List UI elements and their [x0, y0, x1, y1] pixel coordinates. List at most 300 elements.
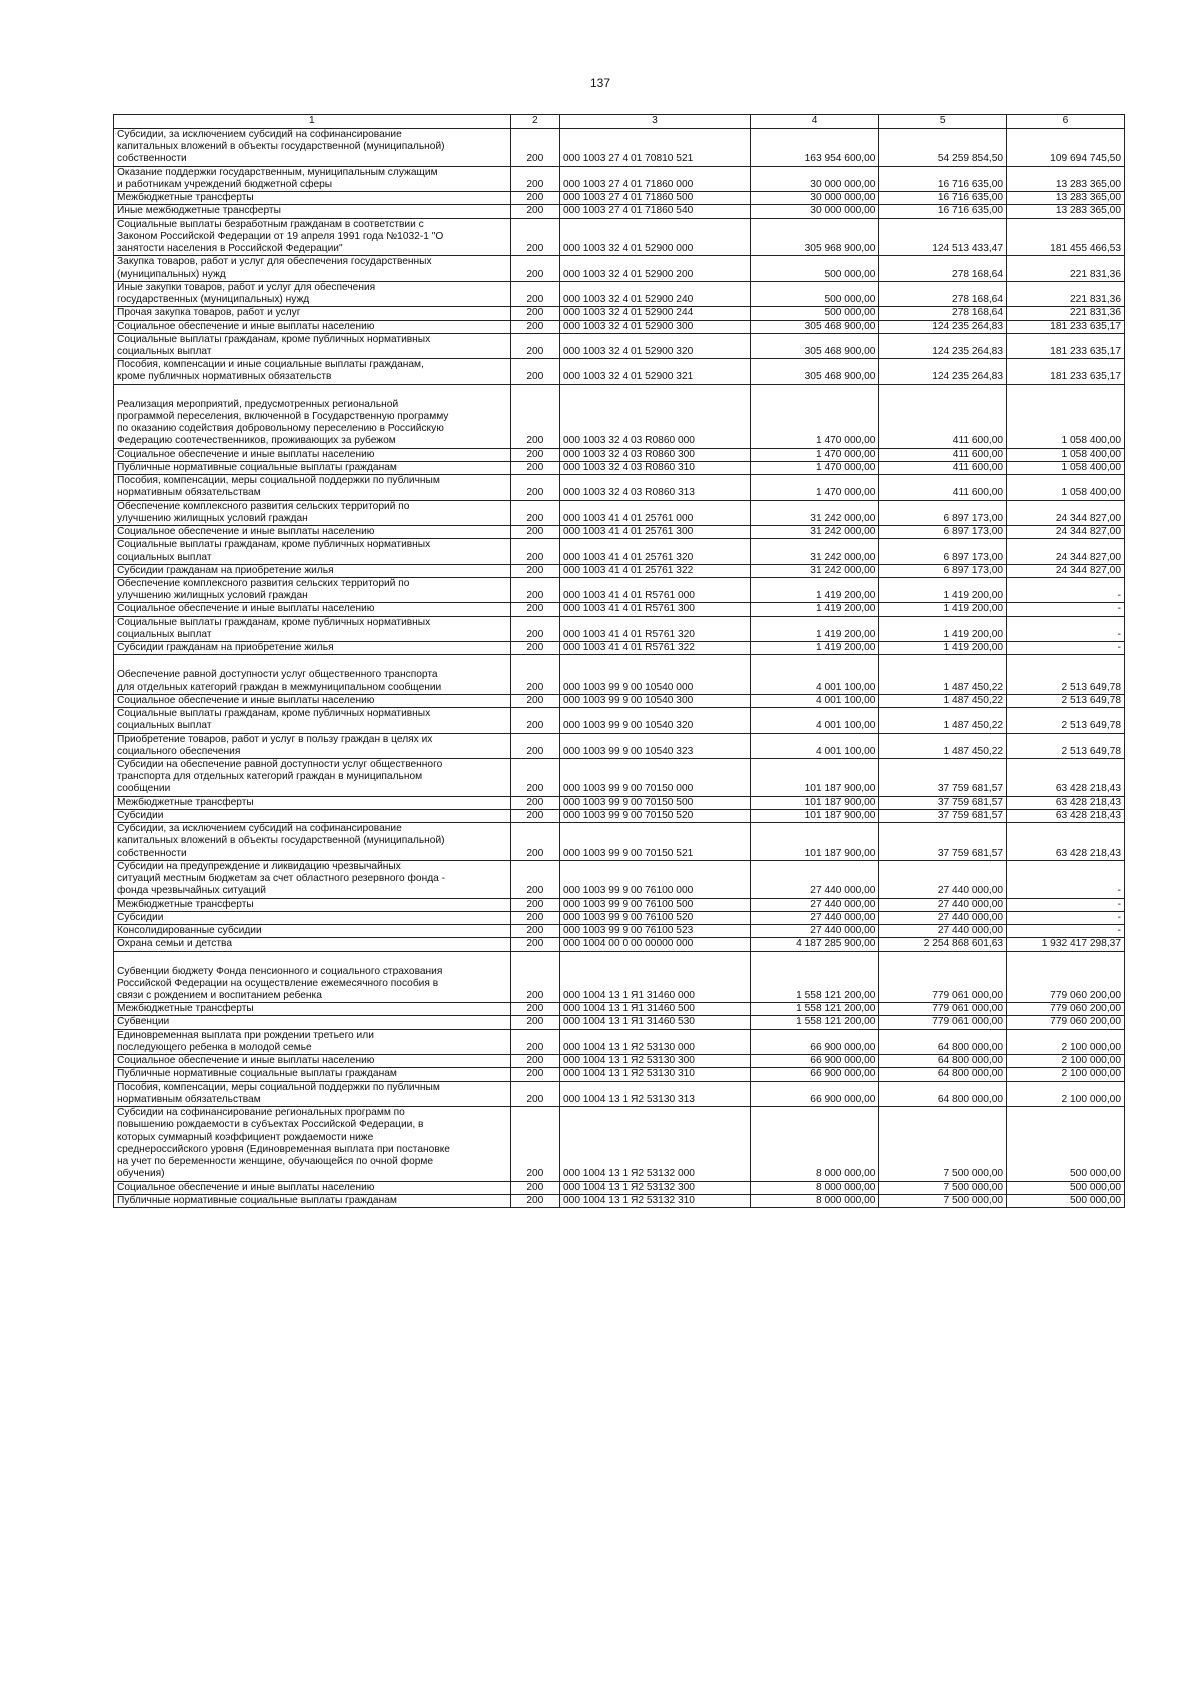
admin-code-cell: 200	[510, 938, 559, 951]
table-row	[114, 166, 1125, 191]
budget-code-cell: 000 1003 32 4 03 R0860 000	[559, 384, 750, 448]
executed-amount-cell: 124 235 264,83	[879, 359, 1007, 384]
row-name-cell: Социальные выплаты гражданам, кроме публичных нормативных социальных выплат	[114, 333, 511, 358]
table-row	[114, 205, 1125, 218]
table-row	[114, 925, 1125, 938]
row-name-cell: Социальное обеспечение и иные выплаты населению	[114, 694, 511, 707]
executed-amount-cell: 779 061 000,00	[879, 1016, 1007, 1029]
unexecuted-amount-cell: -	[1007, 577, 1125, 602]
approved-amount-cell: 27 440 000,00	[750, 925, 879, 938]
budget-code-cell: 000 1003 27 4 01 71860 540	[559, 205, 750, 218]
budget-code-cell: 000 1003 41 4 01 25761 322	[559, 564, 750, 577]
approved-amount-cell: 4 001 100,00	[750, 708, 879, 733]
unexecuted-amount-cell: -	[1007, 603, 1125, 616]
executed-amount-cell: 6 897 173,00	[879, 564, 1007, 577]
row-name-cell: Единовременная выплата при рождении третьего или последующего ребенка в молодой семье	[114, 1029, 511, 1054]
approved-amount-cell: 1 470 000,00	[750, 384, 879, 448]
approved-amount-cell: 1 558 121 200,00	[750, 951, 879, 1003]
budget-code-cell: 000 1004 13 1 Я1 31460 000	[559, 951, 750, 1003]
approved-amount-cell: 8 000 000,00	[750, 1181, 879, 1194]
unexecuted-amount-cell: 1 932 417 298,37	[1007, 938, 1125, 951]
executed-amount-cell: 37 759 681,57	[879, 823, 1007, 861]
unexecuted-amount-cell: 181 233 635,17	[1007, 320, 1125, 333]
table-row	[114, 898, 1125, 911]
executed-amount-cell: 124 235 264,83	[879, 333, 1007, 358]
approved-amount-cell: 31 242 000,00	[750, 500, 879, 525]
executed-amount-cell: 411 600,00	[879, 475, 1007, 500]
table-row	[114, 461, 1125, 474]
approved-amount-cell: 66 900 000,00	[750, 1055, 879, 1068]
executed-amount-cell: 54 259 854,50	[879, 129, 1007, 167]
table-row	[114, 1029, 1125, 1054]
unexecuted-amount-cell: 500 000,00	[1007, 1107, 1125, 1181]
row-name-cell: Субсидии на софинансирование региональных программ по повышению рождаемости в субъектах Российской Федерации, в которых суммарный коэффициент рождаемости ниже среднероссийского уровня (Единовременная выплата при постановке на учет по беременности женщине, обучающейся по очной форме обучения)	[114, 1107, 511, 1181]
admin-code-cell: 200	[510, 733, 559, 758]
unexecuted-amount-cell: 2 513 649,78	[1007, 655, 1125, 694]
row-name-cell: Межбюджетные трансферты	[114, 1003, 511, 1016]
table-row	[114, 500, 1125, 525]
approved-amount-cell: 1 419 200,00	[750, 642, 879, 655]
row-name-cell: Обеспечение комплексного развития сельских территорий по улучшению жилищных условий граждан	[114, 577, 511, 602]
admin-code-cell: 200	[510, 320, 559, 333]
budget-code-cell: 000 1004 00 0 00 00000 000	[559, 938, 750, 951]
unexecuted-amount-cell: 24 344 827,00	[1007, 564, 1125, 577]
unexecuted-amount-cell: 63 428 218,43	[1007, 823, 1125, 861]
approved-amount-cell: 4 001 100,00	[750, 694, 879, 707]
budget-code-cell: 000 1003 41 4 01 R5761 000	[559, 577, 750, 602]
table-row	[114, 475, 1125, 500]
row-name-cell: Субсидии	[114, 809, 511, 822]
budget-code-cell: 000 1003 32 4 01 52900 321	[559, 359, 750, 384]
budget-code-cell: 000 1003 32 4 01 52900 200	[559, 256, 750, 281]
approved-amount-cell: 1 470 000,00	[750, 475, 879, 500]
unexecuted-amount-cell: 181 233 635,17	[1007, 359, 1125, 384]
unexecuted-amount-cell: 221 831,36	[1007, 307, 1125, 320]
unexecuted-amount-cell: 13 283 365,00	[1007, 205, 1125, 218]
row-name-cell: Иные закупки товаров, работ и услуг для обеспечения государственных (муниципальных) нужд	[114, 281, 511, 306]
executed-amount-cell: 6 897 173,00	[879, 539, 1007, 564]
budget-code-cell: 000 1003 99 9 00 10540 320	[559, 708, 750, 733]
unexecuted-amount-cell: 1 058 400,00	[1007, 461, 1125, 474]
budget-code-cell: 000 1003 99 9 00 76100 000	[559, 860, 750, 898]
executed-amount-cell: 411 600,00	[879, 461, 1007, 474]
budget-code-cell: 000 1003 27 4 01 71860 000	[559, 166, 750, 191]
executed-amount-cell: 7 500 000,00	[879, 1194, 1007, 1207]
table-row	[114, 1194, 1125, 1207]
unexecuted-amount-cell: 63 428 218,43	[1007, 809, 1125, 822]
approved-amount-cell: 1 470 000,00	[750, 448, 879, 461]
unexecuted-amount-cell: 13 283 365,00	[1007, 192, 1125, 205]
budget-code-cell: 000 1003 27 4 01 70810 521	[559, 129, 750, 167]
row-name-cell: Пособия, компенсации и иные социальные выплаты гражданам, кроме публичных нормативных обязательств	[114, 359, 511, 384]
approved-amount-cell: 101 187 900,00	[750, 759, 879, 797]
admin-code-cell: 200	[510, 526, 559, 539]
approved-amount-cell: 1 558 121 200,00	[750, 1016, 879, 1029]
budget-code-cell: 000 1003 27 4 01 71860 500	[559, 192, 750, 205]
table-row	[114, 359, 1125, 384]
budget-code-cell: 000 1003 32 4 03 R0860 310	[559, 461, 750, 474]
budget-code-cell: 000 1003 41 4 01 25761 300	[559, 526, 750, 539]
row-name-cell: Субсидии, за исключением субсидий на софинансирование капитальных вложений в объекты государственной (муниципальной) собственности	[114, 823, 511, 861]
approved-amount-cell: 1 419 200,00	[750, 616, 879, 641]
row-name-cell: Социальное обеспечение и иные выплаты населению	[114, 1181, 511, 1194]
approved-amount-cell: 66 900 000,00	[750, 1068, 879, 1081]
budget-code-cell: 000 1004 13 1 Я1 31460 500	[559, 1003, 750, 1016]
row-name-cell: Субсидии, за исключением субсидий на софинансирование капитальных вложений в объекты государственной (муниципальной) собственности	[114, 129, 511, 167]
approved-amount-cell: 31 242 000,00	[750, 564, 879, 577]
table-row	[114, 281, 1125, 306]
row-name-cell: Межбюджетные трансферты	[114, 796, 511, 809]
column-header: 3	[559, 115, 750, 129]
budget-code-cell: 000 1003 41 4 01 25761 000	[559, 500, 750, 525]
table-row	[114, 733, 1125, 758]
executed-amount-cell: 1 487 450,22	[879, 733, 1007, 758]
budget-code-cell: 000 1004 13 1 Я1 31460 530	[559, 1016, 750, 1029]
executed-amount-cell: 7 500 000,00	[879, 1107, 1007, 1181]
executed-amount-cell: 16 716 635,00	[879, 192, 1007, 205]
budget-code-cell: 000 1003 32 4 03 R0860 300	[559, 448, 750, 461]
table-row	[114, 1181, 1125, 1194]
row-name-cell: Обеспечение комплексного развития сельских территорий по улучшению жилищных условий граждан	[114, 500, 511, 525]
table-row	[114, 1081, 1125, 1106]
table-row	[114, 307, 1125, 320]
unexecuted-amount-cell: 1 058 400,00	[1007, 448, 1125, 461]
unexecuted-amount-cell: -	[1007, 911, 1125, 924]
budget-code-cell: 000 1003 41 4 01 R5761 320	[559, 616, 750, 641]
row-name-cell: Социальное обеспечение и иные выплаты населению	[114, 1055, 511, 1068]
budget-code-cell: 000 1003 99 9 00 70150 000	[559, 759, 750, 797]
table-row	[114, 938, 1125, 951]
approved-amount-cell: 101 187 900,00	[750, 823, 879, 861]
approved-amount-cell: 101 187 900,00	[750, 809, 879, 822]
column-header: 2	[510, 115, 559, 129]
admin-code-cell: 200	[510, 603, 559, 616]
admin-code-cell: 200	[510, 1081, 559, 1106]
row-name-cell: Субвенции бюджету Фонда пенсионного и социального страхования Российской Федерации на осуществление ежемесячного пособия в связи с рождением и воспитанием ребенка	[114, 951, 511, 1003]
table-row	[114, 384, 1125, 448]
approved-amount-cell: 500 000,00	[750, 281, 879, 306]
unexecuted-amount-cell: 2 100 000,00	[1007, 1068, 1125, 1081]
table-row	[114, 564, 1125, 577]
executed-amount-cell: 37 759 681,57	[879, 759, 1007, 797]
budget-code-cell: 000 1003 99 9 00 76100 500	[559, 898, 750, 911]
row-name-cell: Субсидии на обеспечение равной доступности услуг общественного транспорта для отдельных категорий граждан в муниципальном сообщении	[114, 759, 511, 797]
row-name-cell: Межбюджетные трансферты	[114, 898, 511, 911]
executed-amount-cell: 1 487 450,22	[879, 655, 1007, 694]
admin-code-cell: 200	[510, 384, 559, 448]
admin-code-cell: 200	[510, 1068, 559, 1081]
unexecuted-amount-cell: 2 513 649,78	[1007, 733, 1125, 758]
table-row	[114, 809, 1125, 822]
budget-code-cell: 000 1003 41 4 01 R5761 322	[559, 642, 750, 655]
budget-code-cell: 000 1003 99 9 00 76100 523	[559, 925, 750, 938]
executed-amount-cell: 124 235 264,83	[879, 320, 1007, 333]
executed-amount-cell: 278 168,64	[879, 281, 1007, 306]
admin-code-cell: 200	[510, 500, 559, 525]
admin-code-cell: 200	[510, 564, 559, 577]
budget-code-cell: 000 1003 32 4 01 52900 000	[559, 218, 750, 256]
admin-code-cell: 200	[510, 708, 559, 733]
approved-amount-cell: 305 968 900,00	[750, 218, 879, 256]
table-row	[114, 218, 1125, 256]
approved-amount-cell: 30 000 000,00	[750, 192, 879, 205]
admin-code-cell: 200	[510, 1016, 559, 1029]
admin-code-cell: 200	[510, 577, 559, 602]
admin-code-cell: 200	[510, 218, 559, 256]
column-number-row	[114, 115, 1125, 129]
unexecuted-amount-cell: 221 831,36	[1007, 281, 1125, 306]
row-name-cell: Пособия, компенсации, меры социальной поддержки по публичным нормативным обязательствам	[114, 475, 511, 500]
budget-code-cell: 000 1003 99 9 00 70150 520	[559, 809, 750, 822]
budget-code-cell: 000 1004 13 1 Я2 53132 000	[559, 1107, 750, 1181]
row-name-cell: Социальное обеспечение и иные выплаты населению	[114, 526, 511, 539]
row-name-cell: Публичные нормативные социальные выплаты гражданам	[114, 461, 511, 474]
unexecuted-amount-cell: 221 831,36	[1007, 256, 1125, 281]
column-header: 5	[879, 115, 1007, 129]
approved-amount-cell: 500 000,00	[750, 256, 879, 281]
approved-amount-cell: 500 000,00	[750, 307, 879, 320]
row-name-cell: Охрана семьи и детства	[114, 938, 511, 951]
unexecuted-amount-cell: 24 344 827,00	[1007, 526, 1125, 539]
row-name-cell: Консолидированные субсидии	[114, 925, 511, 938]
table-row	[114, 603, 1125, 616]
admin-code-cell: 200	[510, 911, 559, 924]
table-row	[114, 655, 1125, 694]
row-name-cell: Субсидии	[114, 911, 511, 924]
row-name-cell: Закупка товаров, работ и услуг для обеспечения государственных (муниципальных) нужд	[114, 256, 511, 281]
row-name-cell: Прочая закупка товаров, работ и услуг	[114, 307, 511, 320]
approved-amount-cell: 305 468 900,00	[750, 333, 879, 358]
row-name-cell: Пособия, компенсации, меры социальной поддержки по публичным нормативным обязательствам	[114, 1081, 511, 1106]
executed-amount-cell: 779 061 000,00	[879, 1003, 1007, 1016]
table-row	[114, 616, 1125, 641]
table-row	[114, 526, 1125, 539]
column-header: 6	[1007, 115, 1125, 129]
admin-code-cell: 200	[510, 809, 559, 822]
admin-code-cell: 200	[510, 448, 559, 461]
approved-amount-cell: 31 242 000,00	[750, 539, 879, 564]
admin-code-cell: 200	[510, 192, 559, 205]
executed-amount-cell: 27 440 000,00	[879, 911, 1007, 924]
table-row	[114, 1003, 1125, 1016]
table-row	[114, 796, 1125, 809]
approved-amount-cell: 8 000 000,00	[750, 1194, 879, 1207]
row-name-cell: Публичные нормативные социальные выплаты гражданам	[114, 1068, 511, 1081]
approved-amount-cell: 1 419 200,00	[750, 603, 879, 616]
row-name-cell: Межбюджетные трансферты	[114, 192, 511, 205]
executed-amount-cell: 1 487 450,22	[879, 708, 1007, 733]
table-row	[114, 759, 1125, 797]
row-name-cell: Социальные выплаты гражданам, кроме публичных нормативных социальных выплат	[114, 708, 511, 733]
admin-code-cell: 200	[510, 694, 559, 707]
unexecuted-amount-cell: 13 283 365,00	[1007, 166, 1125, 191]
approved-amount-cell: 101 187 900,00	[750, 796, 879, 809]
unexecuted-amount-cell: 500 000,00	[1007, 1194, 1125, 1207]
unexecuted-amount-cell: 24 344 827,00	[1007, 539, 1125, 564]
unexecuted-amount-cell: 779 060 200,00	[1007, 1003, 1125, 1016]
executed-amount-cell: 64 800 000,00	[879, 1081, 1007, 1106]
executed-amount-cell: 64 800 000,00	[879, 1068, 1007, 1081]
unexecuted-amount-cell: -	[1007, 860, 1125, 898]
executed-amount-cell: 1 419 200,00	[879, 616, 1007, 641]
unexecuted-amount-cell: 1 058 400,00	[1007, 384, 1125, 448]
row-name-cell: Социальное обеспечение и иные выплаты населению	[114, 448, 511, 461]
admin-code-cell: 200	[510, 129, 559, 167]
approved-amount-cell: 30 000 000,00	[750, 205, 879, 218]
executed-amount-cell: 27 440 000,00	[879, 860, 1007, 898]
budget-code-cell: 000 1003 32 4 01 52900 320	[559, 333, 750, 358]
unexecuted-amount-cell: -	[1007, 616, 1125, 641]
budget-code-cell: 000 1003 99 9 00 10540 000	[559, 655, 750, 694]
column-header: 4	[750, 115, 879, 129]
admin-code-cell: 200	[510, 925, 559, 938]
unexecuted-amount-cell: 2 100 000,00	[1007, 1029, 1125, 1054]
unexecuted-amount-cell: -	[1007, 642, 1125, 655]
unexecuted-amount-cell: 2 100 000,00	[1007, 1081, 1125, 1106]
admin-code-cell: 200	[510, 256, 559, 281]
table-row	[114, 694, 1125, 707]
executed-amount-cell: 1 419 200,00	[879, 603, 1007, 616]
approved-amount-cell: 66 900 000,00	[750, 1081, 879, 1106]
admin-code-cell: 200	[510, 1055, 559, 1068]
executed-amount-cell: 6 897 173,00	[879, 500, 1007, 525]
table-row	[114, 320, 1125, 333]
executed-amount-cell: 278 168,64	[879, 256, 1007, 281]
admin-code-cell: 200	[510, 1181, 559, 1194]
budget-code-cell: 000 1003 32 4 01 52900 300	[559, 320, 750, 333]
budget-code-cell: 000 1003 99 9 00 10540 300	[559, 694, 750, 707]
table-row	[114, 129, 1125, 167]
table-row	[114, 1055, 1125, 1068]
admin-code-cell: 200	[510, 616, 559, 641]
budget-code-cell: 000 1004 13 1 Я2 53130 313	[559, 1081, 750, 1106]
admin-code-cell: 200	[510, 205, 559, 218]
admin-code-cell: 200	[510, 796, 559, 809]
budget-code-cell: 000 1003 41 4 01 R5761 300	[559, 603, 750, 616]
table-row	[114, 539, 1125, 564]
row-name-cell: Субвенции	[114, 1016, 511, 1029]
unexecuted-amount-cell: 779 060 200,00	[1007, 1016, 1125, 1029]
budget-code-cell: 000 1004 13 1 Я2 53130 310	[559, 1068, 750, 1081]
approved-amount-cell: 1 470 000,00	[750, 461, 879, 474]
table-row	[114, 860, 1125, 898]
budget-execution-table	[113, 114, 1125, 1208]
unexecuted-amount-cell: 109 694 745,50	[1007, 129, 1125, 167]
executed-amount-cell: 6 897 173,00	[879, 526, 1007, 539]
executed-amount-cell: 1 419 200,00	[879, 642, 1007, 655]
approved-amount-cell: 163 954 600,00	[750, 129, 879, 167]
approved-amount-cell: 30 000 000,00	[750, 166, 879, 191]
row-name-cell: Субсидии гражданам на приобретение жилья	[114, 564, 511, 577]
table-row	[114, 642, 1125, 655]
page-number: 137	[589, 76, 611, 90]
executed-amount-cell: 37 759 681,57	[879, 809, 1007, 822]
unexecuted-amount-cell: 2 513 649,78	[1007, 694, 1125, 707]
executed-amount-cell: 37 759 681,57	[879, 796, 1007, 809]
unexecuted-amount-cell: -	[1007, 925, 1125, 938]
row-name-cell: Субсидии гражданам на приобретение жилья	[114, 642, 511, 655]
admin-code-cell: 200	[510, 642, 559, 655]
row-name-cell: Социальные выплаты гражданам, кроме публичных нормативных социальных выплат	[114, 616, 511, 641]
admin-code-cell: 200	[510, 951, 559, 1003]
unexecuted-amount-cell: -	[1007, 898, 1125, 911]
table-row	[114, 448, 1125, 461]
admin-code-cell: 200	[510, 655, 559, 694]
budget-code-cell: 000 1003 99 9 00 76100 520	[559, 911, 750, 924]
table-row	[114, 823, 1125, 861]
approved-amount-cell: 27 440 000,00	[750, 860, 879, 898]
approved-amount-cell: 305 468 900,00	[750, 320, 879, 333]
table-body	[114, 129, 1125, 1208]
admin-code-cell: 200	[510, 461, 559, 474]
executed-amount-cell: 16 716 635,00	[879, 205, 1007, 218]
unexecuted-amount-cell: 181 233 635,17	[1007, 333, 1125, 358]
admin-code-cell: 200	[510, 475, 559, 500]
row-name-cell: Социальное обеспечение и иные выплаты населению	[114, 320, 511, 333]
budget-code-cell: 000 1004 13 1 Я2 53132 310	[559, 1194, 750, 1207]
admin-code-cell: 200	[510, 166, 559, 191]
approved-amount-cell: 31 242 000,00	[750, 526, 879, 539]
executed-amount-cell: 64 800 000,00	[879, 1029, 1007, 1054]
executed-amount-cell: 1 419 200,00	[879, 577, 1007, 602]
row-name-cell: Оказание поддержки государственным, муниципальным служащим и работникам учреждений бюджетной сферы	[114, 166, 511, 191]
row-name-cell: Приобретение товаров, работ и услуг в пользу граждан в целях их социального обеспечения	[114, 733, 511, 758]
row-name-cell: Социальное обеспечение и иные выплаты населению	[114, 603, 511, 616]
row-name-cell: Субсидии на предупреждение и ликвидацию чрезвычайных ситуаций местным бюджетам за счет областного резервного фонда - фонда чрезвычайных ситуаций	[114, 860, 511, 898]
admin-code-cell: 200	[510, 359, 559, 384]
approved-amount-cell: 1 419 200,00	[750, 577, 879, 602]
executed-amount-cell: 1 487 450,22	[879, 694, 1007, 707]
table-row	[114, 911, 1125, 924]
table-row	[114, 256, 1125, 281]
approved-amount-cell: 27 440 000,00	[750, 898, 879, 911]
executed-amount-cell: 411 600,00	[879, 384, 1007, 448]
budget-code-cell: 000 1004 13 1 Я2 53132 300	[559, 1181, 750, 1194]
budget-code-cell: 000 1003 32 4 03 R0860 313	[559, 475, 750, 500]
admin-code-cell: 200	[510, 898, 559, 911]
unexecuted-amount-cell: 63 428 218,43	[1007, 796, 1125, 809]
executed-amount-cell: 124 513 433,47	[879, 218, 1007, 256]
unexecuted-amount-cell: 181 455 466,53	[1007, 218, 1125, 256]
executed-amount-cell: 16 716 635,00	[879, 166, 1007, 191]
table-row	[114, 951, 1125, 1003]
unexecuted-amount-cell: 24 344 827,00	[1007, 500, 1125, 525]
admin-code-cell: 200	[510, 823, 559, 861]
row-name-cell: Обеспечение равной доступности услуг общественного транспорта для отдельных категорий граждан в межмуниципальном сообщении	[114, 655, 511, 694]
approved-amount-cell: 8 000 000,00	[750, 1107, 879, 1181]
admin-code-cell: 200	[510, 1003, 559, 1016]
unexecuted-amount-cell: 63 428 218,43	[1007, 759, 1125, 797]
approved-amount-cell: 4 187 285 900,00	[750, 938, 879, 951]
table-row	[114, 1068, 1125, 1081]
row-name-cell: Публичные нормативные социальные выплаты гражданам	[114, 1194, 511, 1207]
budget-code-cell: 000 1003 41 4 01 25761 320	[559, 539, 750, 564]
admin-code-cell: 200	[510, 307, 559, 320]
unexecuted-amount-cell: 1 058 400,00	[1007, 475, 1125, 500]
approved-amount-cell: 305 468 900,00	[750, 359, 879, 384]
row-name-cell: Реализация мероприятий, предусмотренных региональной программой переселения, включенной в Государственную программу по оказанию содействия добровольному переселению в Российскую Федерацию соотечественников, проживающих за рубежом	[114, 384, 511, 448]
budget-code-cell: 000 1003 99 9 00 10540 323	[559, 733, 750, 758]
unexecuted-amount-cell: 2 513 649,78	[1007, 708, 1125, 733]
executed-amount-cell: 779 061 000,00	[879, 951, 1007, 1003]
table-row	[114, 708, 1125, 733]
admin-code-cell: 200	[510, 333, 559, 358]
admin-code-cell: 200	[510, 759, 559, 797]
admin-code-cell: 200	[510, 860, 559, 898]
budget-code-cell: 000 1004 13 1 Я2 53130 300	[559, 1055, 750, 1068]
table-row	[114, 1016, 1125, 1029]
approved-amount-cell: 1 558 121 200,00	[750, 1003, 879, 1016]
